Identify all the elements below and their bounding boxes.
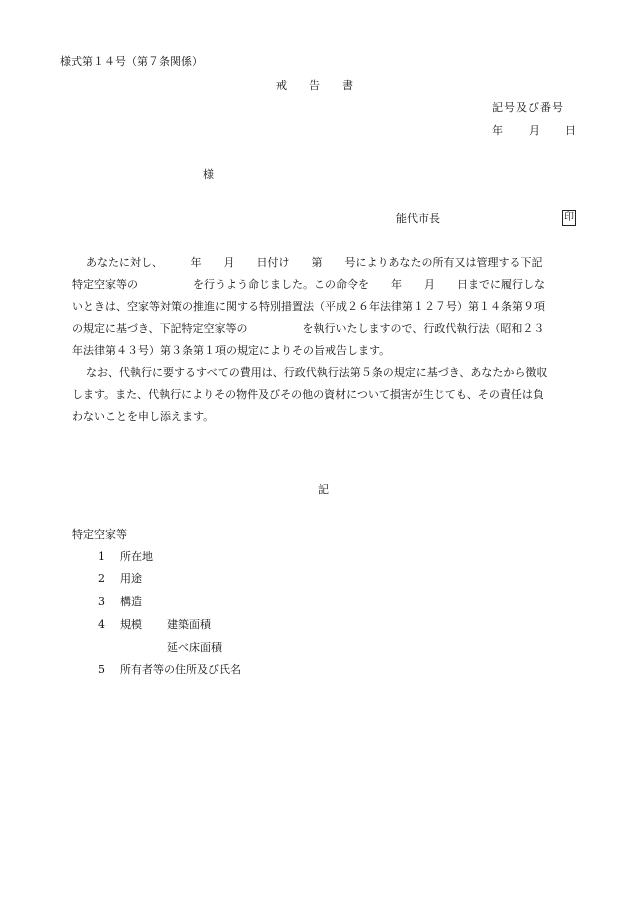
- body-line: 年法律第４３号）第３条第１項の規定によりその旨戒告します。: [72, 344, 391, 357]
- ki-heading: 記: [318, 483, 329, 496]
- item-label: 用途: [120, 572, 142, 585]
- body-line: 特定空家等の を行うよう命じました。この命令を 年 月 日までに履行しな: [72, 278, 545, 291]
- item-label: 所有者等の住所及び氏名: [120, 663, 241, 676]
- addressee-suffix: 様: [203, 168, 214, 181]
- notice-body: [72, 252, 592, 428]
- body-line: いときは、空家等対策の推進に関する特別措置法（平成２６年法律第１２７号）第１４条第９項: [72, 300, 545, 313]
- document-title: 戒 告 書: [276, 79, 353, 92]
- item-number: 3: [98, 595, 105, 608]
- date-month: 月: [529, 124, 540, 137]
- item-number: 1: [98, 550, 105, 563]
- body-line: します。また、代執行によりその物件及びその他の資材について損害が生じても、その責任は負: [72, 388, 544, 401]
- body-line: の規定に基づき、下記特定空家等の を執行いたしますので、行政代執行法（昭和２３: [72, 322, 545, 335]
- seal-mark: [562, 210, 576, 226]
- body-line: あなたに対し、 年 月 日付け 第 号によりあなたの所有又は管理する下記: [86, 256, 543, 269]
- list-heading: 特定空家等: [72, 528, 127, 541]
- body-line: なお、代執行に要するすべての費用は、行政代執行法第５条の規定に基づき、あなたから徴収: [86, 366, 548, 379]
- date-day: 日: [565, 124, 576, 137]
- item-label: 構造: [120, 595, 142, 608]
- item-number: 5: [98, 663, 105, 676]
- seal-box: 印: [562, 210, 576, 226]
- item-number: 4: [98, 618, 105, 631]
- item-label: 所在地: [120, 550, 153, 563]
- item-sub-label: 延べ床面積: [167, 641, 222, 654]
- issuer-name: 能代市長: [396, 212, 440, 225]
- body-line: わないことを申し添えます。: [72, 410, 215, 423]
- item-label: 規模: [120, 618, 142, 631]
- record-number: 記号及び番号: [492, 101, 564, 114]
- date-year: 年: [492, 124, 503, 137]
- form-label: 様式第１４号（第７条関係）: [60, 55, 203, 68]
- item-number: 2: [98, 572, 105, 585]
- item-sub-label: 建築面積: [167, 618, 211, 631]
